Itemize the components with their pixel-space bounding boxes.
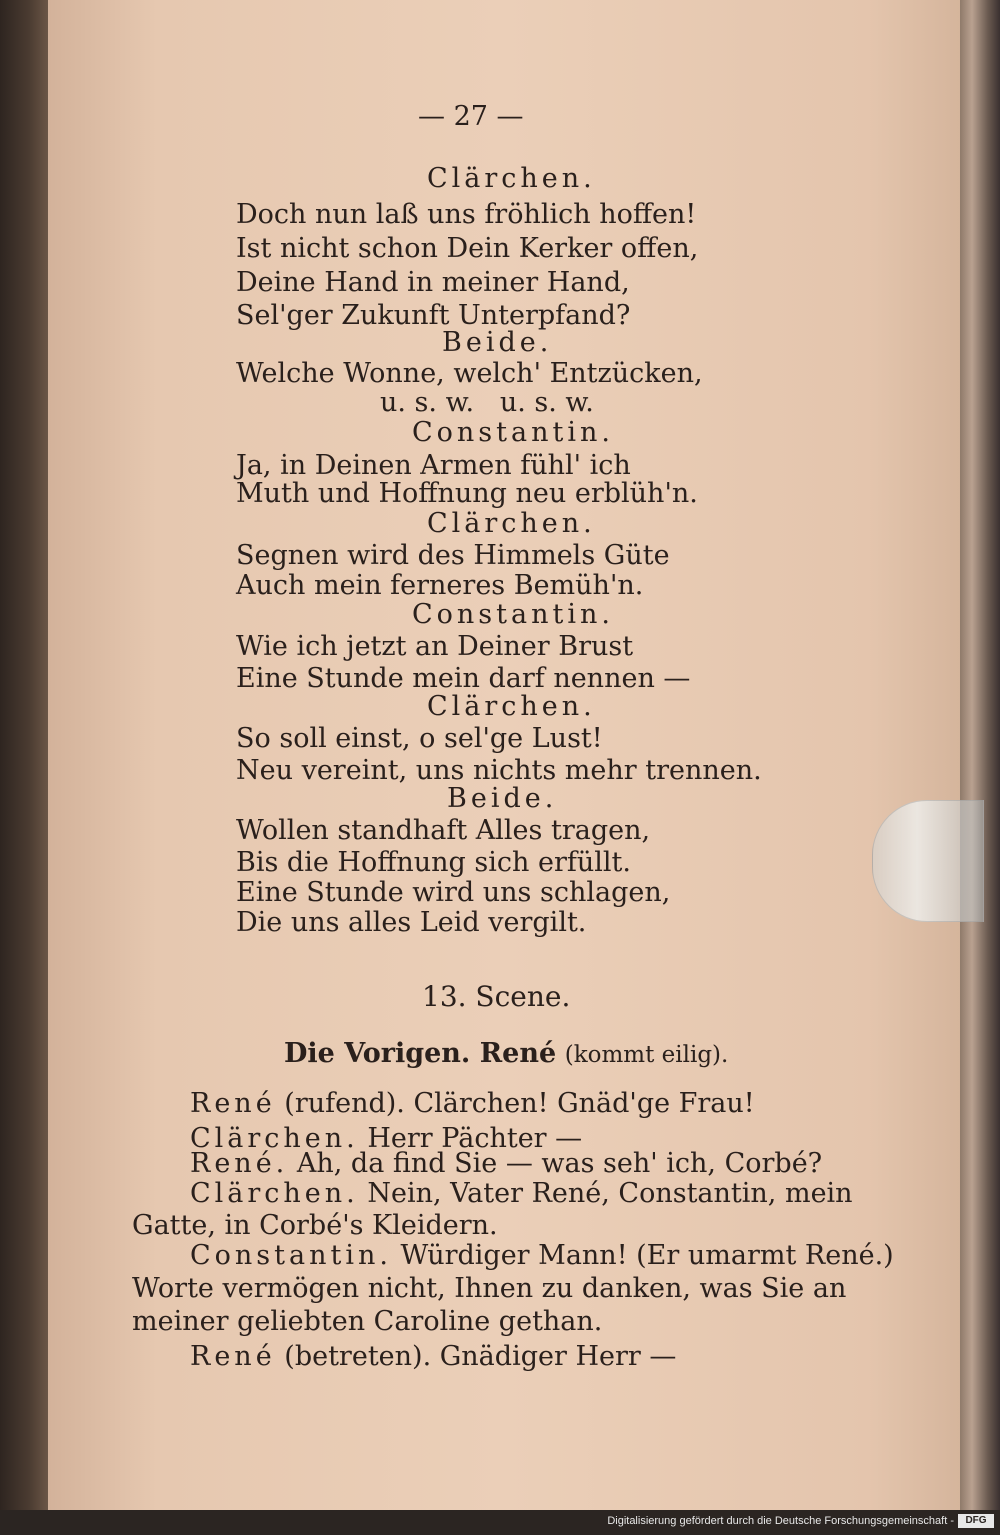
verse-line: Neu vereint, uns nichts mehr trennen. <box>236 755 762 786</box>
verse-line: Auch mein ferneres Bemüh'n. <box>236 570 644 601</box>
dialogue-text: (betreten). Gnädiger Herr — <box>284 1341 677 1372</box>
page-number: — 27 — <box>418 101 524 132</box>
dialogue-text: Nein, Vater René, Constantin, mein <box>367 1178 853 1209</box>
verse-line: Sel'ger Zukunft Unterpfand? <box>236 300 631 331</box>
page-edge <box>960 0 1000 1510</box>
verse-line: Wie ich jetzt an Deiner Brust <box>236 631 634 662</box>
dialogue-text: Würdiger Mann! (Er umarmt René.) <box>400 1240 894 1271</box>
dfg-logo: DFG <box>958 1514 994 1528</box>
speaker-label: Clärchen. <box>427 691 596 722</box>
dialogue-speaker: René <box>190 1088 276 1119</box>
verse-line: So soll einst, o sel'ge Lust! <box>236 723 603 754</box>
speaker-label: Constantin. <box>412 417 614 448</box>
dialogue-line <box>190 1237 894 1274</box>
verse-line: Bis die Hoffnung sich erfüllt. <box>236 847 631 878</box>
verse-line: Welche Wonne, welch' Entzücken, <box>236 358 703 389</box>
speaker-label: Constantin. <box>412 599 614 630</box>
verse-line: Ja, in Deinen Armen fühl' ich <box>236 450 631 481</box>
dialogue-speaker: René <box>190 1341 276 1372</box>
verse-line: Eine Stunde wird uns schlagen, <box>236 877 671 908</box>
dialogue-speaker: Constantin. <box>190 1240 392 1271</box>
verse-line: Ist nicht schon Dein Kerker offen, <box>236 233 699 264</box>
dialogue-speaker: René. <box>190 1148 289 1179</box>
verse-line: Eine Stunde mein darf nennen — <box>236 663 691 694</box>
dialogue-text: Herr Pächter — <box>367 1123 583 1154</box>
speaker-label: Clärchen. <box>427 163 596 194</box>
speaker-label: Beide. <box>442 327 553 358</box>
dialogue-speaker: Clärchen. <box>190 1123 359 1154</box>
speaker-label: Clärchen. <box>427 508 596 539</box>
dialogue-text: Ah, da find Sie — was seh' ich, Corbé? <box>296 1148 823 1179</box>
scene-persons: Die Vorigen. René <box>284 1038 557 1069</box>
dialogue-text: (rufend). Clärchen! Gnäd'ge Frau! <box>284 1088 755 1119</box>
dialogue-line <box>190 1085 755 1122</box>
verse-line: Muth und Hoffnung neu erblüh'n. <box>236 478 698 509</box>
dialogue-line <box>190 1338 676 1375</box>
verse-line: Doch nun laß uns fröhlich hoffen! <box>236 199 697 230</box>
dialogue-continuation: meiner geliebten Caroline gethan. <box>132 1306 603 1337</box>
verse-line: Deine Hand in meiner Hand, <box>236 267 630 298</box>
verse-line: Die uns alles Leid vergilt. <box>236 907 587 938</box>
speaker-label: Beide. <box>447 783 558 814</box>
dialogue-speaker: Clärchen. <box>190 1178 359 1209</box>
scene-subheading <box>284 1035 728 1074</box>
footer-credit: Digitalisierung gefördert durch die Deutsche Forschungsgemeinschaft - <box>607 1515 954 1527</box>
dialogue-continuation: Gatte, in Corbé's Kleidern. <box>132 1210 498 1241</box>
page-holder-clip <box>872 800 984 922</box>
book-gutter <box>0 0 48 1535</box>
verse-line: Segnen wird des Himmels Güte <box>236 540 670 571</box>
stage-direction: (kommt eilig). <box>564 1042 729 1068</box>
dialogue-continuation: Worte vermögen nicht, Ihnen zu danken, was Sie an <box>132 1273 847 1304</box>
verse-line: Wollen standhaft Alles tragen, <box>236 815 651 846</box>
verse-line: u. s. w. u. s. w. <box>380 387 594 418</box>
scene-heading: 13. Scene. <box>422 980 571 1013</box>
